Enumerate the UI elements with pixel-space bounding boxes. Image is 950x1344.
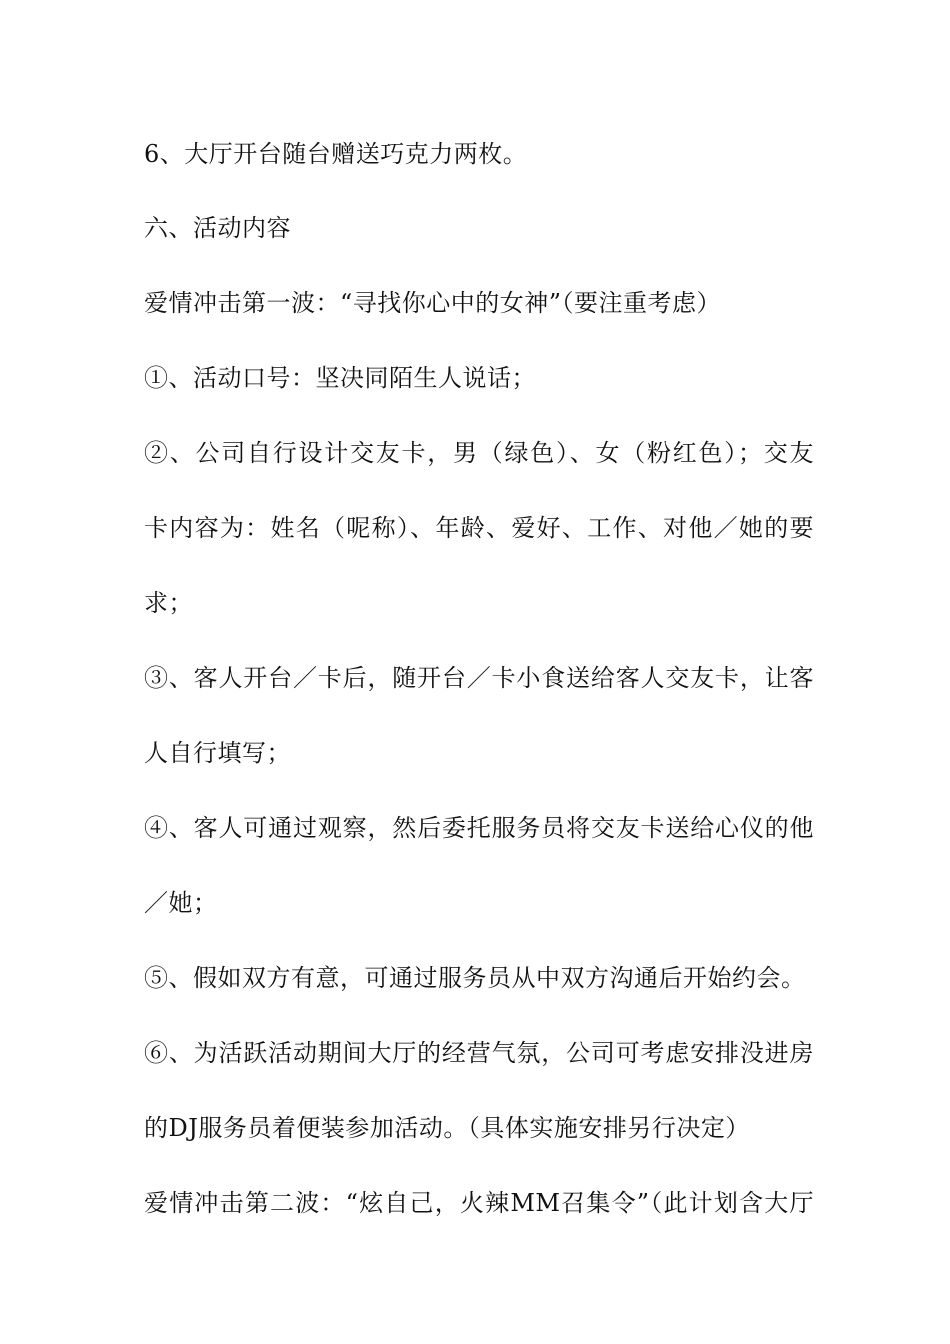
text-line-13: ⑥、为活跃活动期间大厅的经营气氛，公司可考虑安排没进房	[144, 1039, 814, 1067]
text-line-8: ③、客人开台／卡后，随开台／卡小食送给客人交友卡，让客	[144, 664, 814, 692]
text-line-12: ⑤、假如双方有意，可通过服务员从中双方沟通后开始约会。	[144, 964, 806, 992]
text-line-6: 卡内容为：姓名（呢称）、年龄、爱好、工作、对他／她的要	[144, 514, 814, 542]
text-line-11: ／她；	[144, 889, 218, 917]
text-line-5: ②、公司自行设计交友卡，男（绿色）、女（粉红色）；交友	[144, 439, 814, 467]
section-heading: 六、活动内容	[144, 214, 291, 242]
text-line-15: 爱情冲击第二波：“炫自己，火辣MM召集令”（此计划含大厅	[144, 1189, 814, 1217]
text-line-3: 爱情冲击第一波：“寻找你心中的女神”（要注重考虑）	[144, 289, 722, 317]
text-line-9: 人自行填写；	[144, 739, 291, 767]
text-line-10: ④、客人可通过观察，然后委托服务员将交友卡送给心仪的他	[144, 814, 814, 842]
text-line-1: 6、大厅开台随台赠送巧克力两枚。	[144, 140, 528, 168]
text-line-7: 求；	[144, 589, 193, 617]
text-line-14: 的DJ服务员着便装参加活动。（具体实施安排另行决定）	[144, 1114, 750, 1142]
text-line-4: ①、活动口号：坚决同陌生人说话；	[144, 364, 536, 392]
